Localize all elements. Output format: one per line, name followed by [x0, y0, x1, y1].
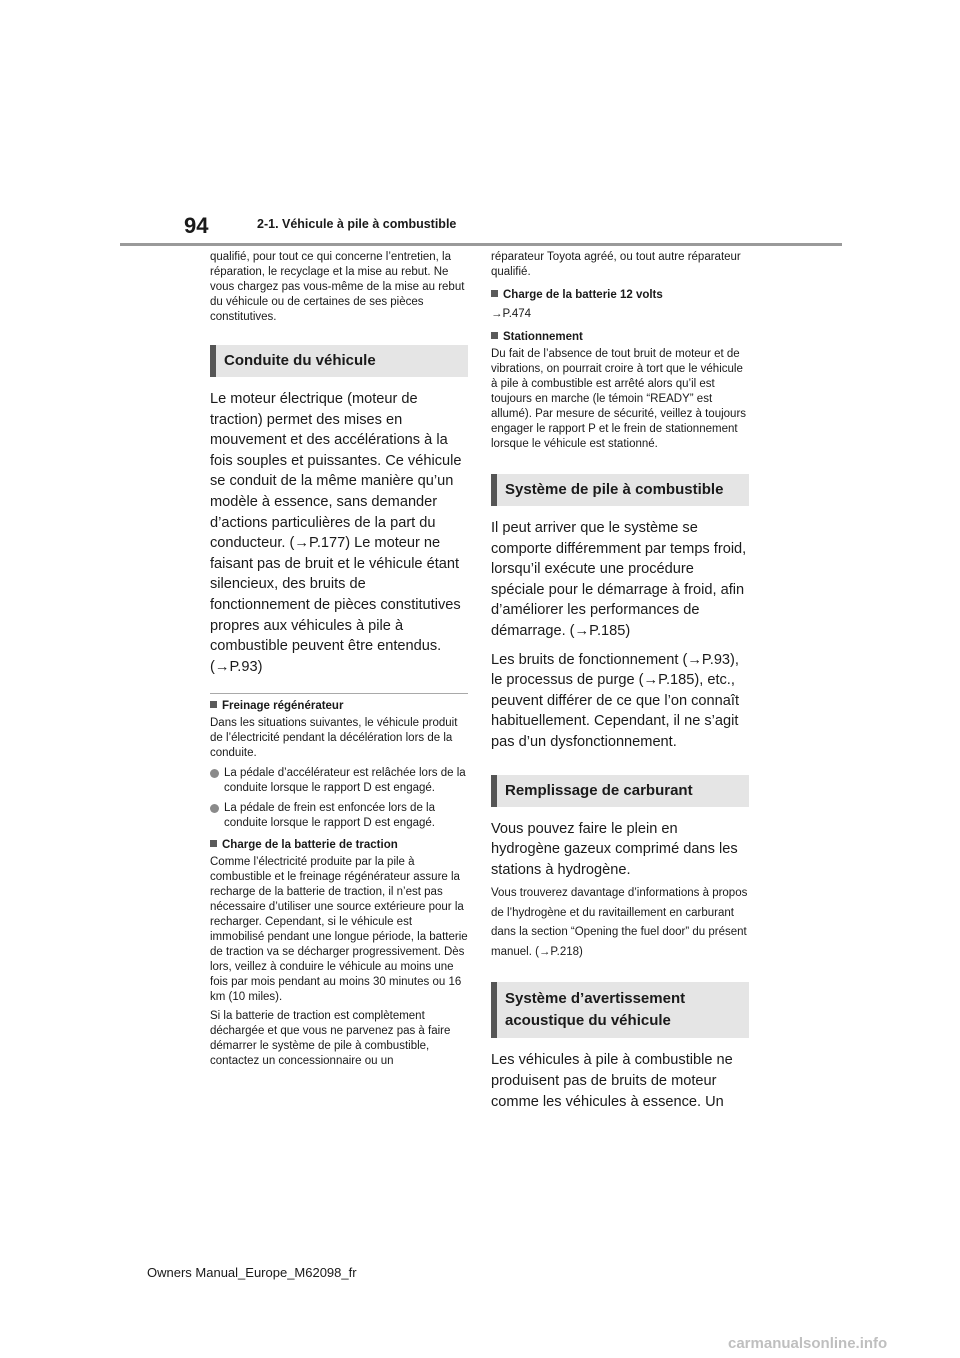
avertissement-paragraph: Les véhicules à pile à combustible ne produisent pas de bruits de moteur comme les véhicules à essence. Un — [491, 1052, 733, 1110]
square-bullet-icon — [210, 840, 217, 847]
square-bullet-icon — [491, 332, 498, 339]
pile-paragraph-2: Les bruits de fonctionnement (→P.93), le processus de purge (→P.185), etc., peuvent différer de ce que l’on connaît habituellement. Cependant, il ne s’agit pas d’un dysfonctionnement. — [491, 651, 740, 750]
circle-bullet-icon — [210, 769, 219, 778]
section-heading-remplissage: Remplissage de carburant — [491, 775, 749, 807]
pile-paragraph-1: Il peut arriver que le système se comporte différemment par temps froid, lorsqu’il exécute une procédure spéciale pour le démarrage à froid, afin d’améliorer les performances de démarrage. (→P.185) — [491, 520, 747, 639]
charge-traction-paragraph: Comme l’électricité produite par la pile à combustible et le freinage régénérateur assure la recharge de la batterie de traction, il n’est pas nécessaire d’utiliser une source extérieure pour la recharger. Cependant, si le véhicule est immobilisé pendant une longue période, la batterie de traction va se décharger progressivement. Dès lors, veillez à conduire le véhicule au moins une fois par mois pendant au moins 30 minutes ou 16 km (10 miles). — [210, 856, 468, 1004]
charge-traction-paragraph-2: Si la batterie de traction est complètement déchargée et que vous ne parvenez pas à faire démarrer le système de pile à combustible, contactez un concessionnaire ou un — [210, 1010, 451, 1068]
intro-paragraph: qualifié, pour tout ce qui concerne l’entretien, la réparation, le recyclage et la mise au rebut. Ne vous chargez pas vous-même de la mise au rebut du véhicule ou de certaines de ses pièces constitutives. — [210, 251, 465, 323]
right-column — [491, 250, 749, 1112]
subheading-batterie-12v: Charge de la batterie 12 volts — [491, 288, 749, 303]
continued-paragraph: réparateur Toyota agréé, ou tout autre réparateur qualifié. — [491, 251, 741, 278]
list-item: La pédale d’accélérateur est relâchée lors de la conduite lorsque le rapport D est engagé. — [210, 766, 468, 796]
header-divider — [120, 243, 842, 246]
subheading-stationnement: Stationnement — [491, 330, 749, 345]
freinage-paragraph: Dans les situations suivantes, le véhicule produit de l’électricité pendant la décélération lors de la conduite. — [210, 717, 458, 760]
square-bullet-icon — [491, 290, 498, 297]
left-column — [210, 250, 468, 1069]
stationnement-paragraph: Du fait de l’absence de tout bruit de moteur et de vibrations, on pourrait croire à tort que le véhicule à pile à combustible est arrêté alors qu’il est toujours en marche (le témoin “READY” est allumé). Par mesure de sécurité, veillez à toujours engager le rapport P et le frein de stationnement lorsque le véhicule est stationné. — [491, 348, 747, 450]
page-number: 94 — [184, 213, 209, 238]
square-bullet-icon — [210, 701, 217, 708]
section-heading-avertissement: Système d’avertissement acoustique du véhicule — [491, 982, 749, 1038]
section-heading-pile: Système de pile à combustible — [491, 474, 749, 506]
remplissage-note: Vous trouverez davantage d’informations à propos de l’hydrogène et du ravitaillement en carburant dans la section “Opening the fuel door” du présent manuel. (→P.218) — [491, 887, 748, 958]
chapter-title: 2-1. Véhicule à pile à combustible — [257, 217, 457, 231]
circle-bullet-icon — [210, 804, 219, 813]
section-heading-conduite: Conduite du véhicule — [210, 345, 468, 377]
list-item: La pédale de frein est enfoncée lors de la conduite lorsque le rapport D est engagé. — [210, 801, 468, 831]
page-reference: →P.474 — [491, 308, 532, 320]
watermark: carmanualsonline.info — [728, 1335, 888, 1352]
subheading-charge-traction: Charge de la batterie de traction — [210, 838, 468, 853]
subheading-freinage: Freinage régénérateur — [210, 699, 468, 714]
remplissage-paragraph: Vous pouvez faire le plein en hydrogène gazeux comprimé dans les stations à hydrogène. — [491, 820, 738, 878]
section-divider — [210, 693, 468, 694]
footer-document-id: Owners Manual_Europe_M62098_fr — [147, 1265, 357, 1280]
conduite-paragraph: Le moteur électrique (moteur de traction) permet des mises en mouvement et des accélérations à la fois souples et puissantes. Ce véhicule se conduit de la même manière qu’un modèle à essence, sans demander d’actions particulières de la part du conducteur. (→P.177) Le moteur ne faisant pas de bruit et le véhicule étant silencieux, des bruits de fonctionnement de pièces constitutives propres aux véhicules à pile à combustible peuvent être entendus. (→P.93) — [210, 391, 462, 675]
